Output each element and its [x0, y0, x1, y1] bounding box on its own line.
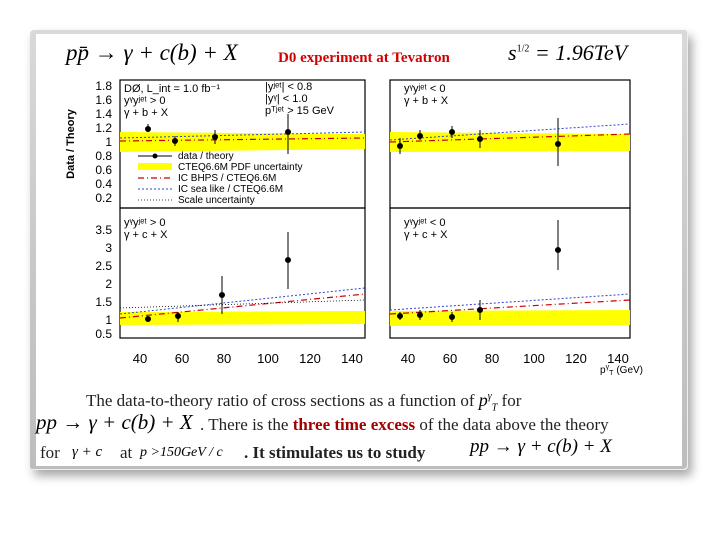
xtick-right-2: 60: [442, 351, 458, 366]
caption-line3-cut: p >150GeV / c: [140, 445, 223, 460]
y-ticks-top: [95, 79, 112, 205]
ytick-top-6: 0.8: [95, 149, 112, 163]
panel-tr-line2: γ + b + X: [404, 95, 449, 107]
caption-line2-text-a: . There is the: [200, 415, 289, 434]
ytick-top-4: 1.2: [95, 121, 112, 135]
panel-tl-cut1: |yʲᵉᵗ| < 0.8: [265, 81, 313, 93]
xtick-left-3: 80: [216, 351, 232, 366]
panel-tl-cut2: |yᵞ| < 1.0: [265, 93, 308, 105]
panel-bl-labels: [124, 217, 168, 241]
caption-line3-for: for: [40, 443, 60, 462]
y-ticks-bottom: [95, 223, 112, 341]
xtick-right-5: 120: [565, 351, 587, 366]
panel-tl-line2: yᵞyʲᵉᵗ > 0: [124, 95, 166, 107]
legend-item-3: IC BHPS / CTEQ6.6M: [178, 173, 277, 184]
legend-band: [138, 163, 172, 170]
caption-line1-text: The data-to-theory ratio of cross sections as a function of: [86, 391, 475, 410]
panel-tr-labels: [404, 83, 449, 107]
energy-exponent: 1/2: [516, 43, 530, 55]
ytick-bot-7: 0.5: [95, 327, 112, 341]
caption-line2-formula: pp → γ + c(b) + X: [36, 410, 193, 434]
ytick-top-8: 0.4: [95, 177, 112, 191]
title-energy: [508, 40, 627, 66]
caption-ptvar: [478, 390, 498, 414]
panel-tl-line1: DØ, L_int = 1.0 fb⁻¹: [124, 83, 220, 95]
title-experiment: D0 experiment at Tevatron: [278, 50, 450, 66]
caption-line3-at: at: [120, 443, 133, 462]
energy-symbol: s: [508, 40, 517, 65]
ytick-bot-5: 1.5: [95, 295, 112, 309]
panel-bl-line2: γ + c + X: [124, 229, 168, 241]
ytick-top-3: 1.4: [95, 107, 112, 121]
legend-marker: [153, 154, 158, 159]
panel-br-line1: yᵞyʲᵉᵗ < 0: [404, 217, 446, 229]
xtick-left-4: 100: [257, 351, 279, 366]
caption-ptvar-sup: γ: [487, 391, 492, 402]
ytick-bot-1: 3.5: [95, 223, 112, 237]
data-points-bl: [146, 232, 291, 322]
panel-tl-line3: γ + b + X: [124, 107, 169, 119]
panel-br-labels: [404, 217, 448, 241]
ytick-top-1: 1.8: [95, 79, 112, 93]
legend-item-4: IC sea like / CTEQ6.6M: [178, 184, 284, 195]
caption-line2-text-b: of the data above the theory: [419, 415, 609, 434]
xtick-left-2: 60: [174, 351, 190, 366]
legend-item-5: Scale uncertainty: [178, 195, 255, 206]
panel-tl-cut3: pᵀʲᵉᵗ > 15 GeV: [265, 105, 334, 117]
ytick-bot-2: 3: [105, 241, 112, 255]
xtick-right-6: 140: [607, 351, 629, 366]
caption-line2: [200, 415, 609, 435]
ic-sea-curve-bl: [120, 288, 365, 314]
caption-emphasis: three time excess: [292, 415, 416, 434]
scale-curve-bl: [120, 300, 365, 308]
xtick-left-1: 40: [132, 351, 148, 366]
xtick-right-4: 100: [523, 351, 545, 366]
panel-bl-line1: yᵞyʲᵉᵗ > 0: [124, 217, 166, 229]
ytick-top-2: 1.6: [95, 93, 112, 107]
xtick-right-1: 40: [400, 351, 416, 366]
figure-svg: [60, 74, 644, 377]
panel-br-line2: γ + c + X: [404, 229, 448, 241]
ytick-bot-4: 2: [105, 277, 112, 291]
x-axis-title-sub: T: [609, 370, 614, 377]
data-theory-figure: [60, 74, 644, 377]
ytick-top-5: 1: [105, 135, 112, 149]
ytick-top-9: 0.2: [95, 191, 112, 205]
caption-ptvar-sub: T: [491, 402, 498, 414]
panel-tr-line1: yᵞyʲᵉᵗ < 0: [404, 83, 446, 95]
y-axis-title: Data / Theory: [65, 109, 77, 179]
energy-value: = 1.96TeV: [534, 40, 628, 65]
x-axis-title-var: p: [600, 365, 606, 376]
xtick-left-6: 140: [341, 351, 363, 366]
xtick-left-5: 120: [299, 351, 321, 366]
panel-tl-labels: [124, 81, 335, 119]
legend: [138, 151, 302, 206]
pdf-band-bl: [120, 311, 365, 325]
xtick-right-3: 80: [484, 351, 500, 366]
x-ticks-left: [133, 351, 363, 366]
legend-item-2: CTEQ6.6M PDF uncertainty: [178, 162, 303, 173]
x-axis-unit: (GeV): [616, 365, 644, 376]
ytick-top-7: 0.6: [95, 163, 112, 177]
caption-line3-formula2: pp → γ + c(b) + X: [470, 436, 612, 457]
caption-line3-text: . It stimulates us to study: [244, 443, 426, 462]
legend-item-1: data / theory: [178, 151, 234, 162]
pdf-band-br: [390, 310, 630, 326]
x-axis-title-sup: γ: [605, 364, 610, 371]
caption-line3-formula: γ + c: [72, 444, 103, 460]
title-process-formula: pp̄ → γ + c(b) + X: [66, 40, 238, 65]
x-ticks-right: [401, 351, 629, 366]
ytick-bot-6: 1: [105, 313, 112, 327]
pdf-band-tl: [120, 132, 365, 152]
caption-ptvar-p: p: [478, 390, 488, 410]
ytick-bot-3: 2.5: [95, 259, 112, 273]
caption-line1-end: for: [501, 391, 522, 410]
